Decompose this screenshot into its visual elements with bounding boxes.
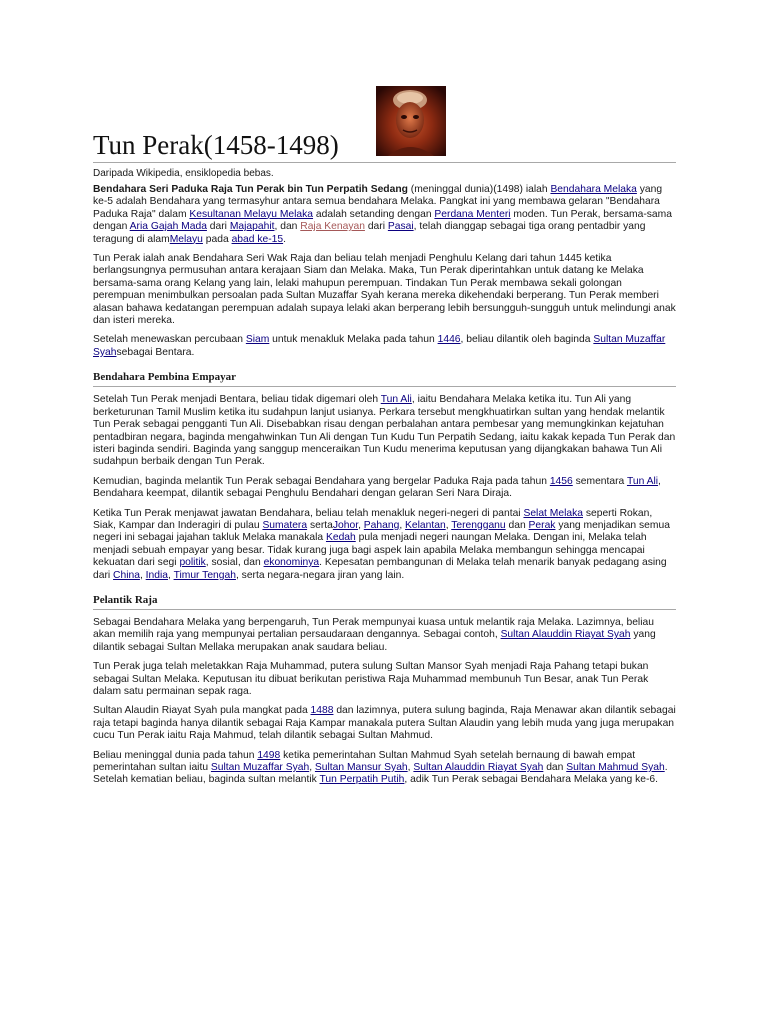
paragraph-early-life: Tun Perak ialah anak Bendahara Seri Wak Raja dan beliau telah menjadi Penghulu Kelang dari tahun 1445 ketika berlangsungnya permusuhan antara kerajaan Siam dan Melaka. Maka, Tun Perak diperintahkan untuk datang ke Melaka bersama-sama orang Kelang yang lain, lelaki mahupun perempuan. Tindakan Tun Perak membawa sekali golongan perempuan menimbulkan persoalan pada Sultan Muzaffar Syah kerana mereka dikehendaki berperang. Tun Perak memberi alasan bahawa kedatangan perempuan adalah supaya lelaki akan berperang lebih bersungguh-sungguh untuk melindungi anak dan isteri mereka. [93,253,676,327]
link-timur-tengah[interactable]: Timur Tengah [173,569,236,581]
section-heading-pelantik-raja: Pelantik Raja [93,594,676,610]
paragraph-bentara [93,334,676,359]
link-sultan-mahmud-syah[interactable]: Sultan Mahmud Syah [566,762,665,774]
text: moden. Tun Perak, bersama-sama dengan [93,208,672,233]
text: dan [505,519,529,531]
text: pada [202,233,232,245]
link-aria-gajah-mada[interactable]: Aria Gajah Mada [129,221,207,233]
link-kesultanan-melayu-melaka[interactable]: Kesultanan Melayu Melaka [189,208,314,220]
paragraph-succession [93,705,676,742]
text: untuk menakluk Melaka pada tahun [269,334,438,346]
text: Ketika Tun Perak menjawat jawatan Bendahara, beliau telah menakluk negeri-negeri di pantai [93,507,524,519]
paragraph-tun-ali [93,394,676,468]
link-tun-ali[interactable]: Tun Ali [380,394,412,406]
text: , telah dianggap sebagai tiga orang pentadbir yang teragung di alam [93,221,646,245]
link-sultan-muzaffar-syah[interactable]: Sultan Muzaffar Syah [93,334,666,358]
link-sultan-mansur-syah[interactable]: Sultan Mansur Syah [314,762,408,774]
text: . Kepesatan pembangunan di Melaka telah menarik banyak pedagang asing dari [93,557,667,581]
link-kedah[interactable]: Kedah [325,532,356,544]
subject-full-name: Bendahara Seri Paduka Raja Tun Perak bin Tun Perpatih Sedang [93,184,408,195]
text: Beliau meninggal dunia pada tahun [93,749,258,761]
link-1488[interactable]: 1488 [310,705,334,717]
link-1456[interactable]: 1456 [549,475,573,487]
link-majapahit[interactable]: Majapahit [229,221,275,233]
link-pahang[interactable]: Pahang [363,519,400,531]
text: , [445,519,452,531]
paragraph-death [93,750,676,787]
text: , [168,569,174,581]
text: Kemudian, baginda melantik Tun Perak sebagai Bendahara yang bergelar Paduka Raja pada tahun [93,475,550,487]
link-sultan-muzaffar-syah[interactable]: Sultan Muzaffar Syah [210,762,310,774]
link-abad-ke-15[interactable]: abad ke-15 [231,233,284,245]
text: Setelah menewaskan percubaan [93,334,246,346]
link-india[interactable]: India [145,569,169,581]
link-kelantan[interactable]: Kelantan [405,519,446,531]
text: , [309,762,315,774]
link-sultan-alauddin-riayat-syah[interactable]: Sultan Alauddin Riayat Syah [500,629,631,641]
text: , sosial, dan [205,557,264,569]
link-perdana-menteri[interactable]: Perdana Menteri [434,208,511,220]
link-1446[interactable]: 1446 [437,334,461,346]
link-politik[interactable]: politik [179,557,206,569]
link-china[interactable]: China [113,569,140,581]
link-sultan-alauddin-riayat-syah[interactable]: Sultan Alauddin Riayat Syah [413,762,544,774]
link-tun-ali[interactable]: Tun Ali [626,475,659,487]
text: , adik Tun Perak sebagai Bendahara Melaka yang ke-6. [404,774,658,786]
link-raja-kenayan[interactable]: Raja Kenayan [300,221,365,233]
link-perak[interactable]: Perak [528,519,556,531]
text: , beliau dilantik oleh baginda [460,334,594,346]
paragraph-kingmaker [93,617,676,654]
title-row [93,86,676,166]
text: pula menjadi negeri naungan Melaka. Dengan ini, Melaka telah menjadi sebuah empayar yang besar. Tidak kurang juga bagi aspek lain apabila Melaka membangun sehingga mencapai kekuatan dari segi [93,532,647,569]
text: dan [543,762,567,774]
text: sebagai Bentara. [116,346,195,358]
text: yang dilantik sebagai Sultan Mellaka merupakan anak saudara beliau. [93,629,656,653]
text: , Bendahara keempat, dilantik sebagai Penghulu Bendahari dengan gelaran Seri Nara Diraja. [93,475,661,500]
link-siam[interactable]: Siam [245,334,270,346]
text: , [399,519,406,531]
text: serta [307,519,333,531]
link-tun-perpatih-putih[interactable]: Tun Perpatih Putih [319,774,405,786]
text: Setelah Tun Perak menjadi Bentara, beliau tidak digemari oleh [93,394,381,406]
text: , [139,569,146,581]
text: Sultan Alaudin Riayat Syah pula mangkat pada [93,705,311,717]
link-1498[interactable]: 1498 [257,749,281,761]
page-title: Tun Perak(1458-1498) [93,130,339,160]
link-terengganu[interactable]: Terengganu [451,519,506,531]
text: dari [206,221,230,233]
text: , [358,519,364,531]
text: (meninggal dunia)(1498) ialah [407,184,551,195]
portrait-image [376,86,446,156]
link-melayu[interactable]: Melayu [169,233,203,245]
text: yang ke-5 adalah Bendahara yang termasyhur antara semua bendahara Melaka. Pangkat ini yang membawa gelaran "Bendahara Paduka Raja" dalam [93,184,663,220]
link-pasai[interactable]: Pasai [387,221,414,233]
text: . Setelah kematian beliau, baginda sultan melantik [93,762,668,786]
text: , dan [274,221,301,233]
section-heading-bendahara-pembina-empayar: Bendahara Pembina Empayar [93,371,676,387]
intro-paragraph [93,184,676,246]
text: sementara [572,475,627,487]
text: , iaitu Bendahara Melaka ketika itu. Tun Ali yang berketurunan Tamil Muslim ketika itu sudahpun lanjut usianya. Perkara tersebut mengkhuatirkan sultan yang hendak melantik Tun Perak sebagai pengganti Tun Ali. Disebabkan risau dengan perbalahan antara pembesar yang memungkinkan kejatuhan pentadbiran negara, baginda mengahwinkan Tun Ali dengan Tun Kudu Tun Perpatih Sedang, iaitu kakak kepada Tun Perak dan isteri baginda sendiri. Baginda yang sanggup menceraikan Tun Kudu menerima keputusan yang dijangkakan bahawa Tun Ali sudahpun berbaik dengan Tun Perak. [93,394,676,468]
link-johor[interactable]: Johor [332,519,359,531]
text: . [283,233,286,245]
paragraph-empire [93,508,676,582]
text: dan lazimnya, putera sulung baginda, Raja Menawar akan dilantik sebagai raja tetapi baginda hanya dilantik sebagai Raja Kampar manakala putera Sultan Alaudin yang lebih muda yang juga merupakan cucu Tun Perak iaitu Raja Mahmud, telah dilantik sebagai Sultan Mahmud. [93,705,676,742]
text: adalah setanding dengan [313,208,435,220]
paragraph-appointment [93,476,676,501]
link-bendahara-melaka[interactable]: Bendahara Melaka [550,184,637,195]
article [93,86,676,794]
text: seperti Rokan, Siak, Kampar dan Inderagiri di pulau [93,507,653,531]
link-selat-melaka[interactable]: Selat Melaka [523,507,583,519]
link-sumatera[interactable]: Sumatera [262,519,308,531]
text: ketika pemerintahan Sultan Mahmud Syah setelah bernaung di bawah empat pemerintahan sultan iaitu [93,749,636,774]
text: , serta negara-negara jiran yang lain. [235,569,405,581]
site-tagline: Daripada Wikipedia, ensiklopedia bebas. [93,168,274,179]
link-ekonominya[interactable]: ekonominya [263,557,320,569]
text: , [407,762,414,774]
text: Sebagai Bendahara Melaka yang berpengaruh, Tun Perak mempunyai kuasa untuk melantik raja Melaka. Lazimnya, beliau akan memilih raja yang mempunyai pertalian persaudaraan dengannya. Sebagai contoh, [93,616,654,641]
paragraph-raja-muhammad: Tun Perak juga telah meletakkan Raja Muhammad, putera sulung Sultan Mansor Syah menjadi Raja Pahang tetapi bukan sebagai Sultan Melaka. Keputusan itu dibuat berikutan peristiwa Raja Muhammad membunuh Tun Besar, anak Tun Perak dalam satu permainan sepak raga. [93,661,649,697]
text: dari [364,221,388,233]
title-divider [93,162,676,163]
text: yang menjadikan semua negeri ini sebagai jajahan takluk Melaka manakala [93,519,670,544]
